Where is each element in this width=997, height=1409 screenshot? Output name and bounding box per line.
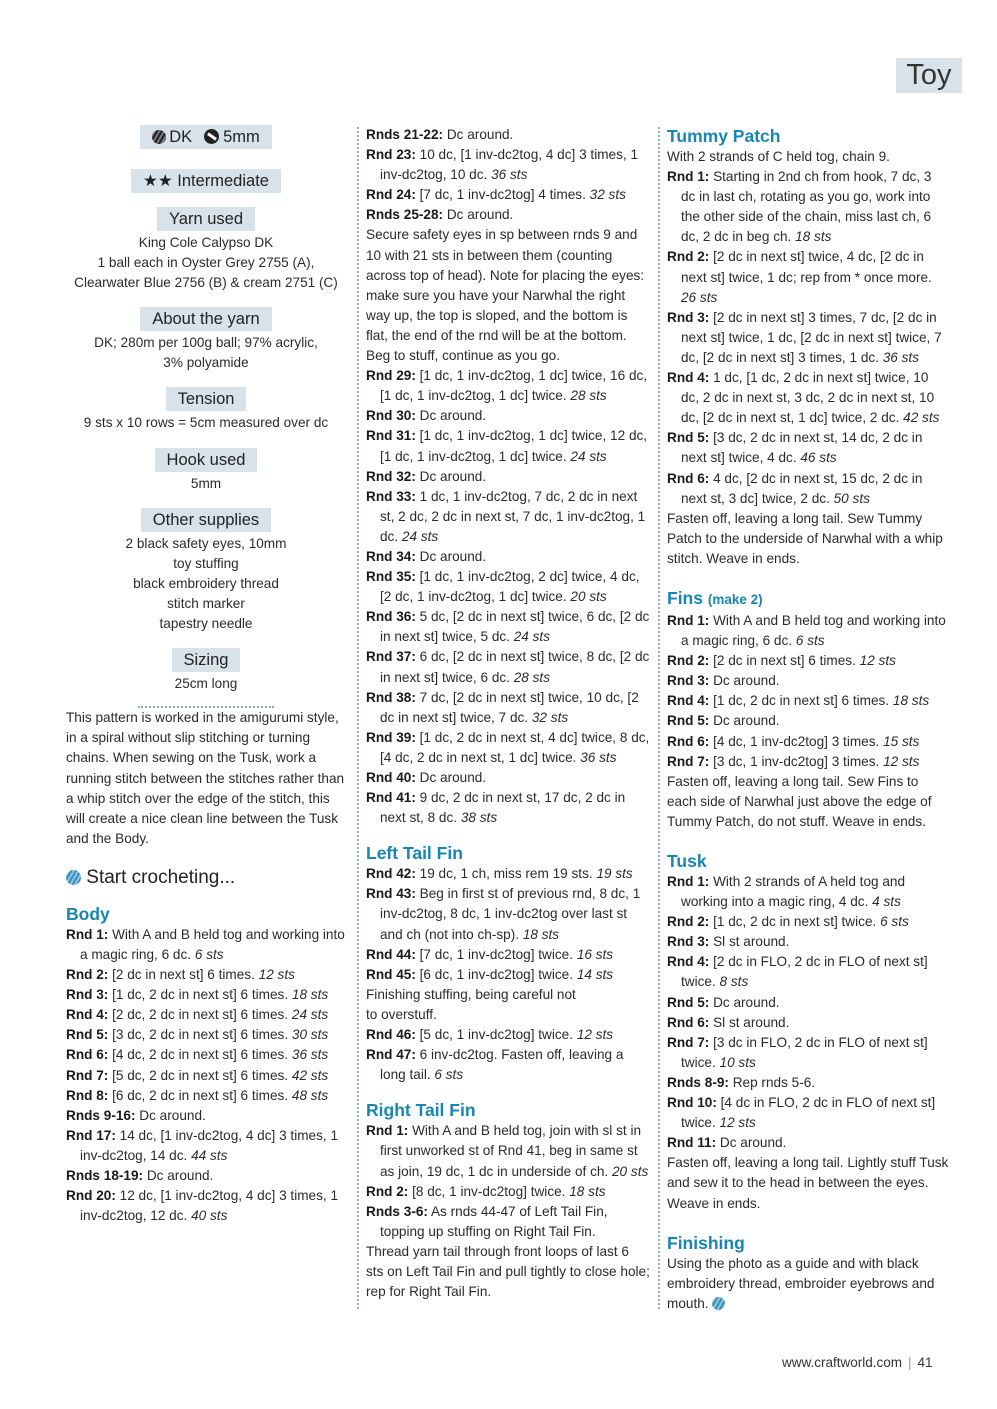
- pattern-row: Rnd 1: With A and B held tog and working into a magic ring, 6 dc. 6 sts: [66, 926, 345, 962]
- stitch-count: 26 sts: [681, 289, 718, 305]
- pattern-row: Rnd 4: [2 dc in FLO, 2 dc in FLO of next st] twice. 8 sts: [667, 954, 928, 990]
- round-label: Rnd 45:: [366, 966, 416, 982]
- round-label: Rnd 35:: [366, 569, 416, 585]
- fins-rows: [667, 611, 949, 772]
- round-label: Rnd 4:: [66, 1007, 109, 1023]
- info-lines: DK; 280m per 100g ball; 97% acrylic, 3% polyamide: [94, 335, 318, 371]
- pattern-row: Rnd 40: Dc around.: [366, 770, 487, 785]
- difficulty-badge: ★★ Intermediate: [66, 169, 346, 193]
- pattern-row: Rnd 24: [7 dc, 1 inv-dc2tog] 4 times. 32 sts: [366, 187, 626, 203]
- stitch-count: 42 sts: [291, 1067, 329, 1083]
- round-label: Rnd 5:: [66, 1027, 109, 1043]
- pattern-row: Rnd 7: [3 dc in FLO, 2 dc in FLO of next st] twice. 10 sts: [667, 1034, 928, 1070]
- finishing-text: Using the photo as a guide and with black embroidery thread, embroider eyebrows and mouth.: [667, 1255, 935, 1311]
- stitch-count: 6 sts: [434, 1067, 464, 1083]
- info-heading: Tension: [66, 387, 346, 411]
- stitch-count: 6 sts: [880, 914, 909, 930]
- info-heading: About the yarn: [66, 307, 346, 331]
- round-label: Rnd 41:: [366, 790, 416, 806]
- stitch-count: 18 sts: [795, 229, 832, 245]
- round-label: Rnd 46:: [366, 1027, 416, 1043]
- round-label: Rnd 37:: [366, 649, 416, 665]
- stitch-count: 18 sts: [522, 926, 560, 942]
- stitch-count: 38 sts: [460, 810, 498, 826]
- footer-url[interactable]: www.craftworld.com: [782, 1355, 903, 1370]
- pattern-row: Rnd 44: [7 dc, 1 inv-dc2tog] twice. 16 sts: [366, 946, 614, 962]
- round-label: Rnds 3-6:: [366, 1203, 428, 1219]
- stitch-count: 36 sts: [882, 349, 920, 365]
- body-rows-cont: [366, 125, 650, 225]
- pattern-row: Rnd 6: [4 dc, 1 inv-dc2tog] 3 times. 15 sts: [667, 733, 920, 749]
- eyes-note: Secure safety eyes in sp between rnds 9 and 10 with 21 sts in between them (counting across top of head). Note for placing the eyes: make sure you have your Narwhal the right way up, the top is sloped, and the bottom is flat, the end of the rnd will be at the bottom. Beg to stuff, continue as you go.: [366, 227, 645, 364]
- stitch-count: 24 sts: [513, 629, 551, 645]
- stitch-count: 14 sts: [576, 966, 614, 982]
- pattern-row: Rnd 8: [6 dc, 2 dc in next st] 6 times. 48 sts: [66, 1087, 329, 1103]
- round-label: Rnd 1:: [667, 874, 710, 889]
- stitch-count: 15 sts: [883, 733, 920, 749]
- round-label: Rnd 3:: [667, 673, 710, 689]
- pattern-row: Rnd 5: [3 dc, 2 dc in next st, 14 dc, 2 dc in next st] twice, 4 dc. 46 sts: [667, 430, 923, 466]
- round-label: Rnd 1:: [366, 1123, 409, 1139]
- round-label: Rnd 47:: [366, 1047, 416, 1063]
- section-heading-fins: Fins (make 2): [667, 587, 763, 608]
- round-label: Rnd 6:: [667, 733, 710, 749]
- pattern-row: Rnd 37: 6 dc, [2 dc in next st] twice, 8 dc, [2 dc in next st] twice, 6 dc. 28 sts: [366, 649, 650, 685]
- section-heading-tusk: Tusk: [667, 851, 707, 871]
- column-1: [66, 125, 346, 1226]
- section-heading-tummy-patch: Tummy Patch: [667, 126, 781, 146]
- stitch-count: 12 sts: [576, 1027, 614, 1043]
- stitch-count: 48 sts: [291, 1087, 329, 1103]
- stitch-count: 20 sts: [612, 1163, 649, 1179]
- pattern-row: Rnds 25-28: Dc around.: [366, 207, 514, 223]
- pattern-row: Rnd 6: Sl st around.: [667, 1014, 790, 1030]
- info-heading: Sizing: [66, 648, 346, 672]
- pattern-row: Rnd 3: Sl st around.: [667, 934, 790, 950]
- stitch-count: 10 sts: [719, 1054, 756, 1070]
- round-label: Rnd 5:: [667, 994, 710, 1010]
- pattern-row: Rnd 1: With 2 strands of A held tog and working into a magic ring, 4 dc. 4 sts: [667, 874, 906, 910]
- stitch-count: 30 sts: [291, 1027, 329, 1043]
- pattern-row: Rnd 39: [1 dc, 2 dc in next st, 4 dc] twice, 8 dc, [4 dc, 2 dc in next st, 1 dc] twice. 36 sts: [366, 729, 650, 765]
- stitch-count: 19 sts: [596, 866, 633, 882]
- pattern-row: Rnd 41: 9 dc, 2 dc in next st, 17 dc, 2 dc in next st, 8 dc. 38 sts: [366, 790, 626, 826]
- stitch-count: 18 sts: [892, 693, 930, 709]
- pattern-row: Rnd 3: Dc around.: [667, 673, 780, 689]
- start-heading: Start crocheting...: [66, 865, 346, 891]
- info-lines: King Cole Calypso DK 1 ball each in Oyster Grey 2755 (A), Clearwater Blue 2756 (B) & cream 2751 (C): [74, 235, 338, 291]
- round-label: Rnd 11:: [667, 1135, 717, 1151]
- round-label: Rnds 18-19:: [66, 1168, 144, 1183]
- body-rows-cont-2: [366, 366, 650, 828]
- column-divider: [658, 127, 660, 1309]
- round-label: Rnd 2:: [366, 1183, 409, 1199]
- pattern-row: Rnd 2: [8 dc, 1 inv-dc2tog] twice. 18 sts: [366, 1183, 606, 1199]
- tummy-intro: With 2 strands of C held tog, chain 9.: [667, 149, 890, 164]
- fins-note: Fasten off, leaving a long tail. Sew Fins to each side of Narwhal just above the edge of Tummy Patch, do not stuff. Weave in ends.: [667, 773, 932, 829]
- round-label: Rnd 2:: [667, 914, 710, 930]
- pattern-row: Rnd 2: [1 dc, 2 dc in next st] twice. 6 sts: [667, 914, 909, 930]
- stitch-count: 12 sts: [719, 1115, 756, 1131]
- pattern-row: Rnd 42: 19 dc, 1 ch, miss rem 19 sts. 19 sts: [366, 866, 633, 882]
- stitch-count: 18 sts: [569, 1183, 606, 1199]
- round-label: Rnd 43:: [366, 886, 416, 902]
- column-3: [667, 125, 949, 1314]
- round-label: Rnd 44:: [366, 946, 416, 962]
- pattern-row: Rnd 6: [4 dc, 2 dc in next st] 6 times. 36 sts: [66, 1047, 329, 1063]
- round-label: Rnd 2:: [667, 653, 710, 669]
- difficulty-stars: ★★: [143, 172, 173, 190]
- pattern-row: Rnd 10: [4 dc in FLO, 2 dc in FLO of next st] twice. 12 sts: [667, 1095, 936, 1131]
- stitch-count: 46 sts: [800, 450, 837, 466]
- info-lines: 2 black safety eyes, 10mm toy stuffing black embroidery thread stitch marker tapestry needle: [125, 535, 287, 632]
- info-blocks: [66, 207, 346, 694]
- round-label: Rnd 7:: [667, 1034, 710, 1050]
- stitch-count: 40 sts: [191, 1208, 228, 1224]
- stitch-count: 24 sts: [570, 448, 607, 464]
- pattern-row: Rnd 7: [5 dc, 2 dc in next st] 6 times. 42 sts: [66, 1067, 329, 1083]
- round-label: Rnd 38:: [366, 689, 416, 705]
- page-number: 41: [917, 1355, 933, 1370]
- round-label: Rnd 34:: [366, 548, 416, 564]
- round-label: Rnd 3:: [667, 934, 710, 950]
- crochet-hook-icon: [204, 129, 219, 144]
- section-tag: Toy: [896, 58, 962, 93]
- round-label: Rnd 36:: [366, 609, 416, 625]
- pattern-row: Rnd 23: 10 dc, [1 inv-dc2tog, 4 dc] 3 times, 1 inv-dc2tog, 10 dc. 36 sts: [366, 147, 639, 183]
- round-label: Rnd 4:: [667, 954, 710, 970]
- pattern-row: Rnd 1: With A and B held tog, join with sl st in first unworked st of Rnd 41, beg in same st as join, 19 dc, 1 dc in underside of ch. 20 sts: [366, 1123, 649, 1179]
- stitch-count: 32 sts: [589, 187, 626, 203]
- stitch-count: 16 sts: [576, 946, 614, 962]
- round-label: Rnd 5:: [667, 430, 710, 446]
- round-label: Rnd 31:: [366, 428, 416, 444]
- round-label: Rnd 30:: [366, 408, 416, 424]
- pattern-row: Rnd 4: [1 dc, 2 dc in next st] 6 times. 18 sts: [667, 693, 930, 709]
- info-heading: Yarn used: [66, 207, 346, 231]
- round-label: Rnd 6:: [667, 470, 710, 486]
- pattern-row: Rnd 2: [2 dc in next st] 6 times. 12 sts: [667, 653, 896, 669]
- pattern-row: Rnd 2: [2 dc in next st] twice, 4 dc, [2 dc in next st] twice, 1 dc; rep from * once more. 26 sts: [667, 249, 932, 305]
- round-label: Rnd 24:: [366, 187, 416, 203]
- round-label: Rnd 1:: [667, 169, 710, 185]
- pattern-row: Rnd 1: Starting in 2nd ch from hook, 7 dc, 3 dc in last ch, rotating as you go, work into the other side of the chain, miss last ch, 6 dc, 2 dc in beg ch. 18 sts: [667, 169, 932, 245]
- pattern-row: Rnd 2: [2 dc in next st] 6 times. 12 sts: [66, 967, 295, 983]
- pattern-row: Rnd 1: With A and B held tog and working into a magic ring, 6 dc. 6 sts: [667, 612, 946, 649]
- round-label: Rnd 23:: [366, 147, 416, 163]
- stitch-count: 20 sts: [570, 589, 607, 605]
- pattern-row: Rnd 7: [3 dc, 1 inv-dc2tog] 3 times. 12 sts: [667, 753, 920, 769]
- round-label: Rnd 7:: [66, 1067, 109, 1083]
- round-label: Rnds 9-16:: [66, 1107, 136, 1123]
- round-label: Rnd 1:: [66, 926, 109, 942]
- pattern-row: Rnd 11: Dc around.: [667, 1135, 787, 1151]
- section-heading-left-tail-fin: Left Tail Fin: [366, 843, 463, 864]
- section-heading-finishing: Finishing: [667, 1232, 745, 1253]
- round-label: Rnds 8-9:: [667, 1074, 729, 1090]
- round-label: Rnd 39:: [366, 729, 416, 745]
- pattern-row: Rnd 45: [6 dc, 1 inv-dc2tog] twice. 14 sts: [366, 966, 614, 982]
- info-lines: 5mm: [190, 475, 222, 491]
- round-label: Rnd 3:: [66, 987, 109, 1003]
- info-heading: Other supplies: [66, 508, 346, 532]
- info-lines: 25cm long: [174, 676, 238, 692]
- stitch-count: 42 sts: [903, 410, 940, 426]
- info-lines: 9 sts x 10 rows = 5cm measured over dc: [83, 415, 329, 431]
- end-yarn-icon: [712, 1297, 725, 1310]
- left-tail-rows: [366, 864, 650, 985]
- pattern-row: Rnd 30: Dc around.: [366, 408, 487, 424]
- stitch-count: 6 sts: [194, 946, 224, 962]
- info-heading: Hook used: [66, 448, 346, 472]
- pattern-row: Rnd 4: 1 dc, [1 dc, 2 dc in next st] twice, 10 dc, 2 dc in next st, 3 dc, 2 dc in next st, 10 dc, [2 dc in next st, 1 dc] twice, 2 dc. 42 sts: [667, 370, 940, 426]
- round-label: Rnd 6:: [66, 1047, 109, 1063]
- stitch-count: 24 sts: [401, 528, 439, 544]
- round-label: Rnd 20:: [66, 1188, 116, 1204]
- stitch-count: 24 sts: [291, 1007, 329, 1023]
- column-divider: [357, 127, 359, 1309]
- stitch-count: 36 sts: [491, 167, 528, 183]
- pattern-row: Rnds 3-6: As rnds 44-47 of Left Tail Fin, topping up stuffing on Right Tail Fin.: [366, 1203, 608, 1239]
- stitch-count: 36 sts: [291, 1047, 329, 1063]
- yarn-weight-spec: DK 5mm: [66, 125, 346, 149]
- round-label: Rnds 25-28:: [366, 207, 444, 223]
- stitch-count: 6 sts: [795, 633, 825, 649]
- pattern-row: Rnd 34: Dc around.: [366, 548, 487, 564]
- pattern-row: Rnd 38: 7 dc, [2 dc in next st] twice, 10 dc, [2 dc in next st] twice, 7 dc. 32 sts: [366, 689, 639, 725]
- tummy-note: Fasten off, leaving a long tail. Sew Tummy Patch to the underside of Narwhal with a whip stitch. Weave in ends.: [667, 510, 943, 566]
- round-label: Rnd 8:: [66, 1087, 109, 1103]
- stitch-count: 12 sts: [258, 967, 295, 983]
- section-heading-body: Body: [66, 903, 110, 924]
- pattern-row: Rnd 46: [5 dc, 1 inv-dc2tog] twice. 12 sts: [366, 1027, 614, 1043]
- yarn-ball-icon: [152, 130, 166, 144]
- round-label: Rnd 5:: [667, 713, 710, 729]
- pattern-row: Rnds 18-19: Dc around.: [66, 1168, 214, 1183]
- pattern-row: Rnd 3: [1 dc, 2 dc in next st] 6 times. 18 sts: [66, 987, 329, 1003]
- stitch-count: 18 sts: [291, 987, 329, 1003]
- pattern-row: Rnd 32: Dc around.: [366, 468, 487, 484]
- yarn-ball-icon: [66, 870, 81, 885]
- round-label: Rnd 32:: [366, 468, 416, 484]
- pattern-row: Rnds 8-9: Rep rnds 5-6.: [667, 1074, 816, 1090]
- round-label: Rnd 29:: [366, 368, 416, 384]
- pattern-row: Rnd 20: 12 dc, [1 inv-dc2tog, 4 dc] 3 times, 1 inv-dc2tog, 12 dc. 40 sts: [66, 1188, 339, 1224]
- round-label: Rnd 17:: [66, 1127, 116, 1143]
- round-label: Rnds 21-22:: [366, 127, 444, 142]
- round-label: Rnd 4:: [667, 693, 710, 709]
- round-label: Rnd 33:: [366, 488, 416, 504]
- pattern-row: Rnds 21-22: Dc around.: [366, 127, 514, 142]
- pattern-row: Rnd 17: 14 dc, [1 inv-dc2tog, 4 dc] 3 times, 1 inv-dc2tog, 14 dc. 44 sts: [66, 1127, 339, 1163]
- stitch-count: 44 sts: [191, 1147, 228, 1163]
- tusk-note: Fasten off, leaving a long tail. Lightly stuff Tusk and sew it to the head in between the eyes. Weave in ends.: [667, 1155, 949, 1211]
- body-rows: [66, 925, 346, 1226]
- stitch-count: 12 sts: [859, 653, 896, 669]
- stitch-count: 32 sts: [531, 709, 569, 725]
- section-heading-right-tail-fin: Right Tail Fin: [366, 1100, 476, 1121]
- pattern-row: Rnd 36: 5 dc, [2 dc in next st] twice, 6 dc, [2 dc in next st] twice, 5 dc. 24 sts: [366, 609, 650, 645]
- pattern-row: Rnd 29: [1 dc, 1 inv-dc2tog, 1 dc] twice, 16 dc, [1 dc, 1 inv-dc2tog, 1 dc] twice. 28 sts: [366, 368, 648, 404]
- pattern-row: Rnd 3: [2 dc in next st] 3 times, 7 dc, [2 dc in next st] twice, 1 dc, [2 dc in next st] twice, 7 dc, [2 dc in next st] 3 times, 1 dc. 36 sts: [667, 309, 942, 365]
- round-label: Rnd 10:: [667, 1095, 717, 1111]
- round-label: Rnd 1:: [667, 612, 710, 628]
- pattern-row: Rnd 43: Beg in first st of previous rnd, 8 dc, 1 inv-dc2tog, 8 dc, 1 inv-dc2tog over last st and ch (not into ch-sp). 18 sts: [366, 886, 641, 942]
- left-tail-note: Finishing stuffing, being careful not to overstuff.: [366, 986, 576, 1022]
- right-tail-rows: [366, 1121, 650, 1242]
- pattern-row: Rnd 6: 4 dc, [2 dc in next st, 15 dc, 2 dc in next st, 3 dc] twice, 2 dc. 50 sts: [667, 470, 923, 506]
- intro-text: This pattern is worked in the amigurumi style, in a spiral without slip stitching or turning chains. When sewing on the Tusk, work a running stitch between the stitches rather than a whip stitch over the edge of the stitch, this will create a nice clean line between the Tusk and the Body.: [66, 710, 345, 846]
- pattern-row: Rnd 33: 1 dc, 1 inv-dc2tog, 7 dc, 2 dc in next st, 2 dc, 2 dc in next st, 7 dc, 1 inv-dc2tog, 1 dc. 24 sts: [366, 488, 646, 544]
- stitch-count: 4 sts: [872, 894, 901, 910]
- left-tail-rows-2: [366, 1025, 650, 1085]
- round-label: Rnd 3:: [667, 309, 710, 325]
- pattern-row: Rnd 5: [3 dc, 2 dc in next st] 6 times. 30 sts: [66, 1027, 329, 1043]
- pattern-row: Rnds 9-16: Dc around.: [66, 1107, 206, 1123]
- pattern-row: Rnd 35: [1 dc, 1 inv-dc2tog, 2 dc] twice, 4 dc, [2 dc, 1 inv-dc2tog, 1 dc] twice. 20 sts: [366, 569, 640, 605]
- right-tail-note: Thread yarn tail through front loops of last 6 sts on Left Tail Fin and pull tightly to close hole; rep for Right Tail Fin.: [366, 1243, 650, 1300]
- round-label: Rnd 2:: [667, 249, 710, 265]
- pattern-row: Rnd 4: [2 dc, 2 dc in next st] 6 times. 24 sts: [66, 1007, 329, 1023]
- pattern-row: Rnd 5: Dc around.: [667, 713, 780, 729]
- round-label: Rnd 40:: [366, 770, 416, 785]
- tummy-rows: [667, 167, 949, 509]
- stitch-count: 12 sts: [883, 753, 920, 769]
- round-label: Rnd 4:: [667, 370, 710, 386]
- round-label: Rnd 42:: [366, 866, 416, 882]
- stitch-count: 50 sts: [833, 490, 870, 506]
- column-2: [366, 125, 650, 1302]
- pattern-row: Rnd 47: 6 inv-dc2tog. Fasten off, leaving a long tail. 6 sts: [366, 1047, 624, 1083]
- round-label: Rnd 6:: [667, 1014, 710, 1030]
- stitch-count: 28 sts: [513, 669, 551, 685]
- pattern-row: Rnd 31: [1 dc, 1 inv-dc2tog, 1 dc] twice, 12 dc, [1 dc, 1 inv-dc2tog, 1 dc] twice. 24 sts: [366, 428, 648, 464]
- round-label: Rnd 2:: [66, 967, 109, 983]
- round-label: Rnd 7:: [667, 753, 710, 769]
- pattern-row: Rnd 5: Dc around.: [667, 994, 780, 1010]
- stitch-count: 8 sts: [719, 974, 749, 990]
- tusk-rows: [667, 872, 949, 1153]
- page-footer: www.craftworld.com | 41: [782, 1355, 933, 1370]
- stitch-count: 36 sts: [580, 749, 617, 765]
- stitch-count: 28 sts: [570, 388, 607, 404]
